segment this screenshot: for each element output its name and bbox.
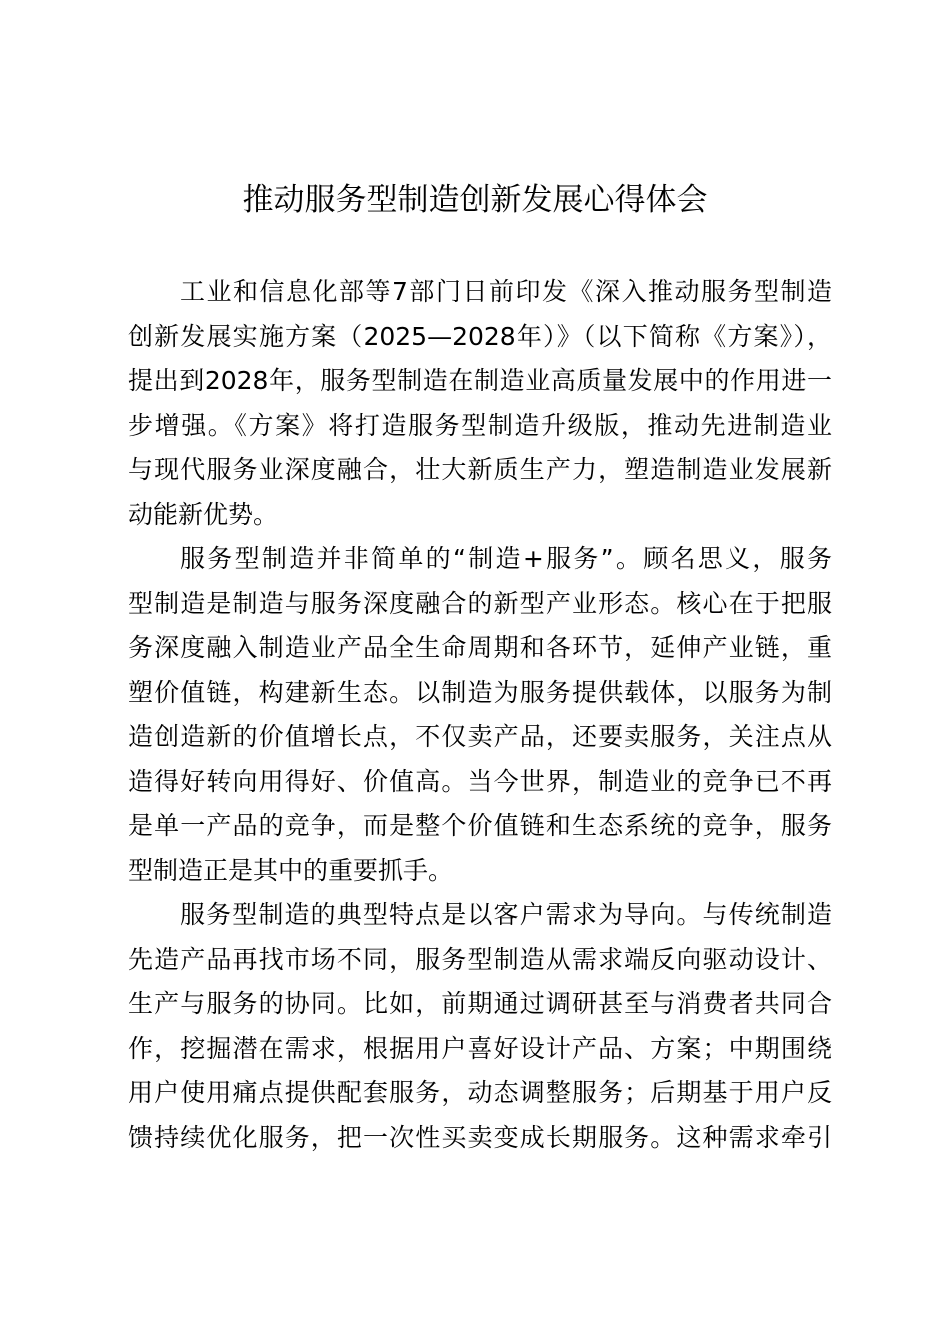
paragraph (128, 537, 832, 893)
text-line: 生产与服务的协同。比如，前期通过调研甚至与消费者共同合 (128, 989, 832, 1018)
document-body (128, 270, 832, 1160)
text-line: 造创造新的价值增长点，不仅卖产品，还要卖服务，关注点从 (128, 722, 832, 751)
text-line: 与现代服务业深度融合，壮大新质生产力，塑造制造业发展新 (128, 455, 832, 484)
text-line: 服务型制造的典型特点是以客户需求为导向。与传统制造 (180, 900, 832, 929)
text-line: 创新发展实施方案（2025—2028年）》（以下简称《方案》）， (128, 321, 832, 351)
paragraph (128, 893, 832, 1160)
text-line: 步增强。《方案》将打造服务型制造升级版，推动先进制造业 (128, 410, 832, 440)
paragraph (128, 270, 832, 537)
text-line: 造得好转向用得好、价值高。当今世界，制造业的竞争已不再 (128, 766, 832, 796)
text-line: 塑价值链，构建新生态。以制造为服务提供载体，以服务为制 (128, 677, 832, 707)
text-line: 用户使用痛点提供配套服务，动态调整服务；后期基于用户反 (128, 1078, 832, 1107)
text-line: 提出到2028年，服务型制造在制造业高质量发展中的作用进一 (128, 366, 832, 395)
text-line: 工业和信息化部等7部门日前印发《深入推动服务型制造 (180, 277, 832, 306)
text-line: 务深度融入制造业产品全生命周期和各环节，延伸产业链，重 (128, 633, 832, 662)
text-line: 服务型制造并非简单的“制造+服务”。顾名思义，服务 (180, 544, 832, 573)
text-line: 是单一产品的竞争，而是整个价值链和生态系统的竞争，服务 (128, 811, 832, 840)
text-line: 馈持续优化服务，把一次性买卖变成长期服务。这种需求牵引 (128, 1122, 832, 1152)
text-line: 型制造正是其中的重要抓手。 (128, 855, 454, 885)
text-line: 先造产品再找市场不同，服务型制造从需求端反向驱动设计、 (128, 944, 832, 974)
text-line: 型制造是制造与服务深度融合的新型产业形态。核心在于把服 (128, 588, 832, 618)
text-line: 动能新优势。 (128, 499, 279, 529)
document-title: 推动服务型制造创新发展心得体会 (242, 182, 708, 218)
text-line: 作，挖掘潜在需求，根据用户喜好设计产品、方案；中期围绕 (128, 1033, 832, 1063)
